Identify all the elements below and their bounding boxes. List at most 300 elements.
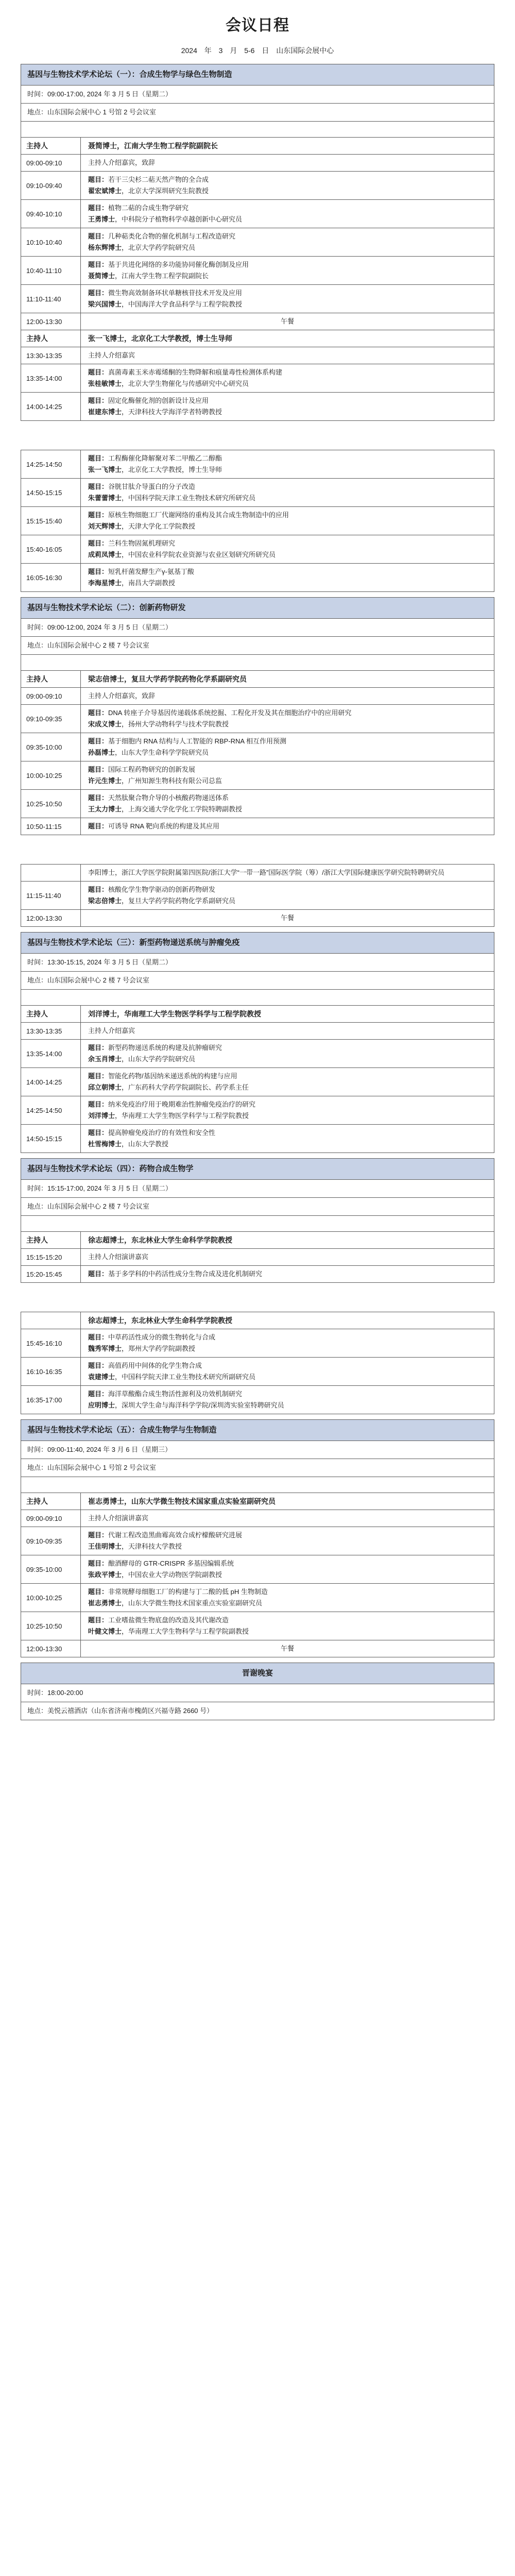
section-spacer xyxy=(21,655,494,671)
content-cell xyxy=(81,330,494,347)
row-text: 李阳博士，浙江大学医学院附属第四医院/浙江大学“一带一路”国际医学院（筹）/浙江大学国际健康医学研究院特聘研究员 xyxy=(88,869,444,876)
topic-label: 题目： xyxy=(88,1560,109,1567)
speaker-affiliation: ，山东大学生命科学学院研究员 xyxy=(115,749,209,756)
speaker-affiliation: ，山东大学教授 xyxy=(122,1140,169,1148)
row-text: 徐志超博士，东北林业大学生命科学学院教授 xyxy=(88,1316,232,1325)
content-cell xyxy=(81,1386,494,1414)
speaker-name: 成莉凤博士 xyxy=(88,551,122,558)
dinner-place: 地点：美悦云禧酒店（山东省济南市槐荫区兴福寺路 2660 号） xyxy=(27,1707,214,1715)
schedule-row xyxy=(21,364,494,393)
schedule-row xyxy=(21,733,494,761)
speaker-name: 孙磊博士 xyxy=(88,749,115,756)
topic-label: 题目： xyxy=(88,766,109,773)
forum-place: 地点：山东国际会展中心 2 楼 7 号会议室 xyxy=(21,1198,494,1216)
time-cell: 09:00-09:10 xyxy=(21,688,81,704)
time-cell: 15:15-15:20 xyxy=(21,1249,81,1265)
page-title: 会议日程 xyxy=(226,17,289,34)
content-cell xyxy=(81,155,494,171)
topic-title: 若干三尖杉二萜天然产物的全合成 xyxy=(108,176,209,183)
content-cell xyxy=(81,1584,494,1612)
row-text: 梁志倍博士，复旦大学药学院药物化学系副研究员 xyxy=(88,675,247,683)
speaker-affiliation: ，北京化工大学教授，博士生导师 xyxy=(122,466,222,473)
schedule-row xyxy=(21,1612,494,1640)
speaker-affiliation: ，中国科学院天津工业生物技术研究所研究员 xyxy=(122,494,256,502)
topic-title: 高值药用中间体的化学生物合成 xyxy=(108,1362,202,1369)
content-cell xyxy=(81,1312,494,1329)
topic-title: 真菌毒素玉米赤霉烯酮的生物降解和痕量毒性检测体系构建 xyxy=(108,368,283,376)
topic-title: 工程酶催化降解聚对苯二甲酸乙二醇酯 xyxy=(108,454,222,462)
speaker-name: 翟宏斌博士 xyxy=(88,187,122,195)
speaker-name: 魏秀军博士 xyxy=(88,1345,122,1352)
lunch-label: 午餐 xyxy=(280,317,294,325)
speaker-affiliation: ，中科院分子植物科学卓越创新中心研究员 xyxy=(115,215,243,223)
dinner-heading: 晋谢晚宴 xyxy=(21,1663,494,1684)
content-cell xyxy=(81,200,494,228)
speaker-name: 梁兴国博士 xyxy=(88,300,122,308)
speaker-name: 李海星博士 xyxy=(88,579,122,587)
time-cell: 16:35-17:00 xyxy=(21,1386,81,1414)
forum-heading: 基因与生物技术学术论坛（一）：合成生物学与绿色生物制造 xyxy=(21,64,494,86)
forum-section xyxy=(21,864,494,927)
topic-title: 纳米免疫治疗用于晚期难治性肿瘤免疫治疗的研究 xyxy=(108,1100,256,1108)
topic-label: 题目： xyxy=(88,709,109,717)
topic-label: 题目： xyxy=(88,454,109,462)
time-cell: 14:00-14:25 xyxy=(21,393,81,420)
topic-label: 题目： xyxy=(88,1072,109,1080)
speaker-affiliation: ，广州知源生物科技有限公司总监 xyxy=(122,777,222,785)
time-cell: 09:40-10:10 xyxy=(21,200,81,228)
time-cell: 11:10-11:40 xyxy=(21,285,81,313)
topic-label: 题目： xyxy=(88,1362,109,1369)
content-cell xyxy=(81,1006,494,1022)
speaker-affiliation: ，华南理工大学生物科学与工程学院副教授 xyxy=(122,1628,249,1635)
row-text: 主持人介绍演讲嘉宾 xyxy=(88,1253,149,1261)
topic-title: 酿酒酵母的 GTR-CRISPR 多基因编辑系统 xyxy=(108,1560,234,1567)
speaker-affiliation: ，北京大学药学院研究员 xyxy=(122,244,196,251)
page-subtitle: 2024 年 3 月 5-6 日 山东国际会展中心 xyxy=(181,46,334,55)
content-cell xyxy=(81,564,494,591)
content-cell xyxy=(81,1493,494,1510)
topic-label: 题目： xyxy=(88,176,109,183)
speaker-affiliation: ，深圳大学生命与海洋科学学院/深圳湾实验室特聘研究员 xyxy=(115,1401,284,1409)
topic-title: 国际工程药物研究的创新发展 xyxy=(108,766,196,773)
schedule-row xyxy=(21,1068,494,1096)
schedule-row xyxy=(21,1584,494,1612)
schedule-row xyxy=(21,1555,494,1584)
forum-heading: 基因与生物技术学术论坛（四）：药物合成生物学 xyxy=(21,1159,494,1180)
time-cell: 16:05-16:30 xyxy=(21,564,81,591)
speaker-affiliation: ，天津大学化工学院教授 xyxy=(122,522,196,530)
schedule-row xyxy=(21,1023,494,1040)
topic-title: 智能化药物/基因纳米递送系统的构建与应用 xyxy=(108,1072,237,1080)
content-cell xyxy=(81,393,494,420)
topic-title: 非常规酵母细胞工厂的构建与丁二酸的低 pH 生物制造 xyxy=(108,1588,268,1596)
topic-label: 题目： xyxy=(88,1333,109,1341)
section-spacer xyxy=(21,122,494,138)
content-cell xyxy=(81,1612,494,1640)
content-cell xyxy=(81,761,494,789)
topic-label: 题目： xyxy=(88,1100,109,1108)
speaker-affiliation: ，郑州大学药学院副教授 xyxy=(122,1345,196,1352)
content-cell xyxy=(81,790,494,818)
speaker-affiliation: ，中国农业科学院农业资源与农业区划研究所研究员 xyxy=(122,551,276,558)
forum-heading: 基因与生物技术学术论坛（二）：创新药物研发 xyxy=(21,598,494,619)
topic-title: 工业嗜盐微生物底盘的改造及其代谢改造 xyxy=(108,1616,229,1624)
speaker-name: 张政平博士 xyxy=(88,1571,122,1579)
speaker-name: 王太力博士 xyxy=(88,805,122,813)
time-cell xyxy=(21,1312,81,1329)
content-cell xyxy=(81,172,494,199)
schedule-row xyxy=(21,1249,494,1266)
time-cell: 14:00-14:25 xyxy=(21,1068,81,1096)
chair-row xyxy=(21,1232,494,1249)
chair-row xyxy=(21,1006,494,1023)
schedule-row xyxy=(21,1266,494,1282)
time-cell: 09:35-10:00 xyxy=(21,733,81,761)
topic-title: 基于多学科的中药活性成分生物合成及进化机制研究 xyxy=(108,1270,263,1278)
content-cell xyxy=(81,865,494,881)
content-cell xyxy=(81,138,494,154)
chair-row xyxy=(21,1493,494,1510)
topic-label: 题目： xyxy=(88,483,109,490)
time-cell: 10:00-10:25 xyxy=(21,1584,81,1612)
time-cell: 16:10-16:35 xyxy=(21,1358,81,1385)
section-spacer xyxy=(21,1477,494,1493)
forum-section xyxy=(21,64,494,421)
topic-title: DNA 转座子介导基因传递载体系统挖掘、工程化开发及其在细胞治疗中的应用研究 xyxy=(108,709,352,717)
content-cell xyxy=(81,450,494,478)
row-text: 主持人介绍演讲嘉宾 xyxy=(88,1514,149,1522)
lunch-label: 午餐 xyxy=(280,914,294,922)
forum-section xyxy=(21,450,494,592)
topic-title: 基于共进化网络的多功能协同催化酶创制及应用 xyxy=(108,261,249,268)
topic-title: 新型药物递送系统的构建及抗肿瘤研究 xyxy=(108,1044,222,1052)
time-cell: 14:25-14:50 xyxy=(21,1096,81,1124)
topic-label: 题目： xyxy=(88,794,109,802)
speaker-name: 余玉肖博士 xyxy=(88,1055,122,1063)
topic-label: 题目： xyxy=(88,511,109,519)
time-cell: 12:00-13:30 xyxy=(21,1640,81,1657)
time-cell: 主持人 xyxy=(21,1006,81,1022)
time-cell: 主持人 xyxy=(21,1493,81,1510)
time-cell xyxy=(21,865,81,881)
time-cell: 15:15-15:40 xyxy=(21,507,81,535)
speaker-affiliation: ，南昌大学副教授 xyxy=(122,579,176,587)
schedule-row xyxy=(21,479,494,507)
time-cell: 13:30-13:35 xyxy=(21,1023,81,1039)
time-cell: 10:25-10:50 xyxy=(21,1612,81,1640)
topic-label: 题目： xyxy=(88,822,109,830)
schedule-row xyxy=(21,1312,494,1329)
time-cell: 15:45-16:10 xyxy=(21,1329,81,1357)
content-cell xyxy=(81,1023,494,1039)
schedule-sections xyxy=(21,64,494,1657)
content-cell xyxy=(81,535,494,563)
schedule-row xyxy=(21,705,494,733)
topic-label: 题目： xyxy=(88,539,109,547)
schedule-row xyxy=(21,882,494,910)
forum-time: 时间：09:00-17:00, 2024 年 3 月 5 日（星期二） xyxy=(21,86,494,104)
dinner-time: 时间：18:00-20:00 xyxy=(21,1684,494,1702)
time-cell: 09:00-09:10 xyxy=(21,1510,81,1527)
forum-heading: 基因与生物技术学术论坛（五）：合成生物学与生物制造 xyxy=(21,1420,494,1441)
speaker-affiliation: ，山东大学微生物技术国家重点实验室副研究员 xyxy=(122,1599,263,1607)
time-cell: 主持人 xyxy=(21,1232,81,1248)
lunch-row xyxy=(21,1640,494,1657)
schedule-row xyxy=(21,818,494,835)
forum-section xyxy=(21,1158,494,1283)
topic-label: 题目： xyxy=(88,261,109,268)
schedule-row xyxy=(21,1510,494,1527)
topic-title: 核酸化学生物学驱动的创新药物研发 xyxy=(108,886,216,893)
content-cell xyxy=(81,1040,494,1067)
section-spacer xyxy=(21,990,494,1006)
speaker-name: 张一飞博士 xyxy=(88,466,122,473)
content-cell xyxy=(81,313,494,330)
time-cell: 主持人 xyxy=(21,671,81,687)
content-cell xyxy=(81,1358,494,1385)
speaker-affiliation: ，中国农业大学动物医学院副教授 xyxy=(122,1571,222,1579)
row-text: 徐志超博士，东北林业大学生命科学学院教授 xyxy=(88,1236,232,1244)
speaker-affiliation: ，广东药科大学药学院副院长、药学系主任 xyxy=(122,1083,249,1091)
speaker-name: 聂简博士 xyxy=(88,272,115,280)
time-cell: 10:10-10:40 xyxy=(21,228,81,256)
topic-label: 题目： xyxy=(88,1270,109,1278)
topic-title: 可诱导 RNA 靶向系统的构建及其应用 xyxy=(108,822,219,830)
time-cell: 09:10-09:40 xyxy=(21,172,81,199)
time-cell: 13:30-13:35 xyxy=(21,347,81,364)
content-cell xyxy=(81,1266,494,1282)
schedule-row xyxy=(21,285,494,313)
speaker-affiliation: ，北京大学深圳研究生院教授 xyxy=(122,187,209,195)
content-cell xyxy=(81,228,494,256)
schedule-row xyxy=(21,1040,494,1068)
schedule-row xyxy=(21,564,494,591)
row-text: 聂简博士，江南大学生物工程学院副院长 xyxy=(88,142,218,150)
speaker-name: 张桂敏博士 xyxy=(88,380,122,387)
speaker-affiliation: ，北京大学生物催化与传感研究中心研究员 xyxy=(122,380,249,387)
schedule-row xyxy=(21,865,494,882)
content-cell xyxy=(81,1249,494,1265)
topic-title: 植物二萜的合成生物学研究 xyxy=(108,204,189,212)
speaker-affiliation: ，上海交通大学化学化工学院特聘副教授 xyxy=(122,805,243,813)
time-cell: 12:00-13:30 xyxy=(21,910,81,926)
content-cell xyxy=(81,1555,494,1583)
content-cell xyxy=(81,479,494,506)
schedule-row xyxy=(21,200,494,228)
speaker-name: 崔志勇博士 xyxy=(88,1599,122,1607)
speaker-affiliation: ，复旦大学药学院药物化学系副研究员 xyxy=(122,897,236,905)
forum-section xyxy=(21,1312,494,1414)
forum-time: 时间：13:30-15:15, 2024 年 3 月 5 日（星期二） xyxy=(21,954,494,972)
row-text: 主持人介绍嘉宾 xyxy=(88,1027,135,1035)
content-cell xyxy=(81,1096,494,1124)
time-cell: 09:35-10:00 xyxy=(21,1555,81,1583)
row-text: 张一飞博士，北京化工大学教授，博士生导师 xyxy=(88,334,232,343)
speaker-name: 应明博士 xyxy=(88,1401,115,1409)
content-cell xyxy=(81,1329,494,1357)
topic-title: 原核生物细胞工厂代谢网络的重构及其合成生物制造中的应用 xyxy=(108,511,289,519)
schedule-row xyxy=(21,1096,494,1125)
speaker-name: 刘天辉博士 xyxy=(88,522,122,530)
schedule-row xyxy=(21,1125,494,1153)
time-cell: 11:15-11:40 xyxy=(21,882,81,909)
chair-row xyxy=(21,671,494,688)
content-cell xyxy=(81,882,494,909)
speaker-name: 宋成义博士 xyxy=(88,720,122,728)
speaker-name: 王佳明博士 xyxy=(88,1543,122,1550)
schedule-row xyxy=(21,393,494,420)
schedule-row xyxy=(21,228,494,257)
time-cell: 主持人 xyxy=(21,138,81,154)
topic-title: 谷胱甘肽介导蛋白的分子改造 xyxy=(108,483,196,490)
time-cell: 13:35-14:00 xyxy=(21,1040,81,1067)
content-cell xyxy=(81,818,494,835)
speaker-affiliation: ，江南大学生物工程学院副院长 xyxy=(115,272,209,280)
lunch-row xyxy=(21,313,494,330)
content-cell xyxy=(81,688,494,704)
forum-place: 地点：山东国际会展中心 2 楼 7 号会议室 xyxy=(21,637,494,655)
topic-label: 题目： xyxy=(88,1390,109,1398)
forum-section xyxy=(21,1419,494,1657)
schedule-row xyxy=(21,347,494,364)
schedule-row xyxy=(21,155,494,172)
speaker-affiliation: ，天津科技大学海洋学者特聘教授 xyxy=(122,408,222,416)
content-cell xyxy=(81,347,494,364)
topic-label: 题目： xyxy=(88,204,109,212)
time-cell: 09:10-09:35 xyxy=(21,705,81,733)
dinner-section xyxy=(21,1663,494,1720)
schedule-row xyxy=(21,1527,494,1555)
content-cell xyxy=(81,1527,494,1555)
topic-label: 题目： xyxy=(88,737,109,745)
time-cell: 13:35-14:00 xyxy=(21,364,81,392)
topic-label: 题目： xyxy=(88,1129,109,1137)
topic-title: 中草药活性成分的微生物转化与合成 xyxy=(108,1333,216,1341)
row-text: 刘洋博士，华南理工大学生物医学科学与工程学院教授 xyxy=(88,1010,261,1018)
schedule-row xyxy=(21,761,494,790)
schedule-row xyxy=(21,507,494,535)
topic-label: 题目： xyxy=(88,1616,109,1624)
time-cell: 14:50-15:15 xyxy=(21,1125,81,1153)
speaker-name: 邱立朝博士 xyxy=(88,1083,122,1091)
schedule-row xyxy=(21,1329,494,1358)
topic-title: 天然肽聚合物介导的小核酸药物递送体系 xyxy=(108,794,229,802)
row-text: 崔志勇博士，山东大学微生物技术国家重点实验室副研究员 xyxy=(88,1497,276,1505)
content-cell xyxy=(81,507,494,535)
row-text: 主持人介绍嘉宾 xyxy=(88,351,135,359)
topic-label: 题目： xyxy=(88,1531,109,1539)
topic-label: 题目： xyxy=(88,289,109,297)
topic-title: 提高肿瘤免疫治疗的有效性和安全性 xyxy=(108,1129,216,1137)
forum-place: 地点：山东国际会展中心 2 楼 7 号会议室 xyxy=(21,972,494,990)
speaker-name: 王勇博士 xyxy=(88,215,115,223)
forum-time: 时间：09:00-11:40, 2024 年 3 月 6 日（星期三） xyxy=(21,1441,494,1459)
time-cell: 10:40-11:10 xyxy=(21,257,81,284)
schedule-row xyxy=(21,790,494,818)
topic-label: 题目： xyxy=(88,232,109,240)
topic-label: 题目： xyxy=(88,1044,109,1052)
time-cell: 10:50-11:15 xyxy=(21,818,81,835)
topic-label: 题目： xyxy=(88,886,109,893)
lunch-label: 午餐 xyxy=(280,1645,294,1652)
schedule-row xyxy=(21,172,494,200)
section-spacer xyxy=(21,1216,494,1232)
topic-title: 海洋草酸酯合成生物活性源利及功效机制研究 xyxy=(108,1390,243,1398)
time-cell: 10:25-10:50 xyxy=(21,790,81,818)
time-cell: 09:10-09:35 xyxy=(21,1527,81,1555)
topic-label: 题目： xyxy=(88,368,109,376)
content-cell xyxy=(81,1125,494,1153)
schedule-row xyxy=(21,257,494,285)
time-cell: 主持人 xyxy=(21,330,81,347)
topic-title: 几种萜类化合物的催化机制与工程改造研究 xyxy=(108,232,236,240)
chair-row xyxy=(21,138,494,155)
time-cell: 15:20-15:45 xyxy=(21,1266,81,1282)
topic-label: 题目： xyxy=(88,1588,109,1596)
topic-label: 题目： xyxy=(88,568,109,575)
content-cell xyxy=(81,705,494,733)
lunch-row xyxy=(21,910,494,926)
topic-title: 兰科生物固氮机理研究 xyxy=(108,539,176,547)
forum-time: 时间：09:00-12:00, 2024 年 3 月 5 日（星期二） xyxy=(21,619,494,637)
topic-title: 固定化酶催化剂的创新设计及应用 xyxy=(108,397,209,404)
schedule-row xyxy=(21,1358,494,1386)
content-cell xyxy=(81,285,494,313)
content-cell xyxy=(81,257,494,284)
topic-label: 题目： xyxy=(88,397,109,404)
content-cell xyxy=(81,1068,494,1096)
schedule-row xyxy=(21,450,494,479)
forum-section xyxy=(21,597,494,835)
time-cell: 15:40-16:05 xyxy=(21,535,81,563)
time-cell: 14:25-14:50 xyxy=(21,450,81,478)
forum-heading: 基因与生物技术学术论坛（三）：新型药物递送系统与肿瘤免疫 xyxy=(21,933,494,954)
speaker-name: 刘洋博士 xyxy=(88,1112,115,1120)
row-text: 主持人介绍嘉宾，致辞 xyxy=(88,159,156,166)
content-cell xyxy=(81,1640,494,1657)
speaker-affiliation: ，天津科技大学教授 xyxy=(122,1543,182,1550)
content-cell xyxy=(81,671,494,687)
row-text: 主持人介绍嘉宾，致辞 xyxy=(88,692,156,700)
content-cell xyxy=(81,1232,494,1248)
speaker-affiliation: ，华南理工大学生物医学科学与工程学院教授 xyxy=(115,1112,249,1120)
schedule-row xyxy=(21,1386,494,1414)
chair-row xyxy=(21,330,494,347)
topic-title: 代谢工程改造黑曲霉高效合成柠檬酸研究进展 xyxy=(108,1531,243,1539)
speaker-affiliation: ，扬州大学动物科学与技术学院教授 xyxy=(122,720,229,728)
schedule-row xyxy=(21,535,494,564)
speaker-name: 梁志倍博士 xyxy=(88,897,122,905)
content-cell xyxy=(81,364,494,392)
time-cell: 10:00-10:25 xyxy=(21,761,81,789)
forum-time: 时间：15:15-17:00, 2024 年 3 月 5 日（星期二） xyxy=(21,1180,494,1198)
speaker-name: 朱蕾蕾博士 xyxy=(88,494,122,502)
speaker-name: 叶健文博士 xyxy=(88,1628,122,1635)
time-cell: 12:00-13:30 xyxy=(21,313,81,330)
forum-place: 地点：山东国际会展中心 1 号馆 2 号会议室 xyxy=(21,1459,494,1477)
speaker-name: 杜雪梅博士 xyxy=(88,1140,122,1148)
time-cell: 09:00-09:10 xyxy=(21,155,81,171)
topic-title: 短乳杆菌发酵生产γ-氨基丁酸 xyxy=(108,568,194,575)
topic-title: 基于细胞内 RNA 结构与人工智能的 RBP-RNA 相互作用预测 xyxy=(108,737,286,745)
speaker-affiliation: ，山东大学药学院研究员 xyxy=(122,1055,196,1063)
speaker-name: 袁建博士 xyxy=(88,1373,115,1381)
speaker-affiliation: ，中国科学院天津工业生物技术研究所副研究员 xyxy=(115,1373,256,1381)
time-cell: 14:50-15:15 xyxy=(21,479,81,506)
content-cell xyxy=(81,733,494,761)
speaker-name: 许元生博士 xyxy=(88,777,122,785)
